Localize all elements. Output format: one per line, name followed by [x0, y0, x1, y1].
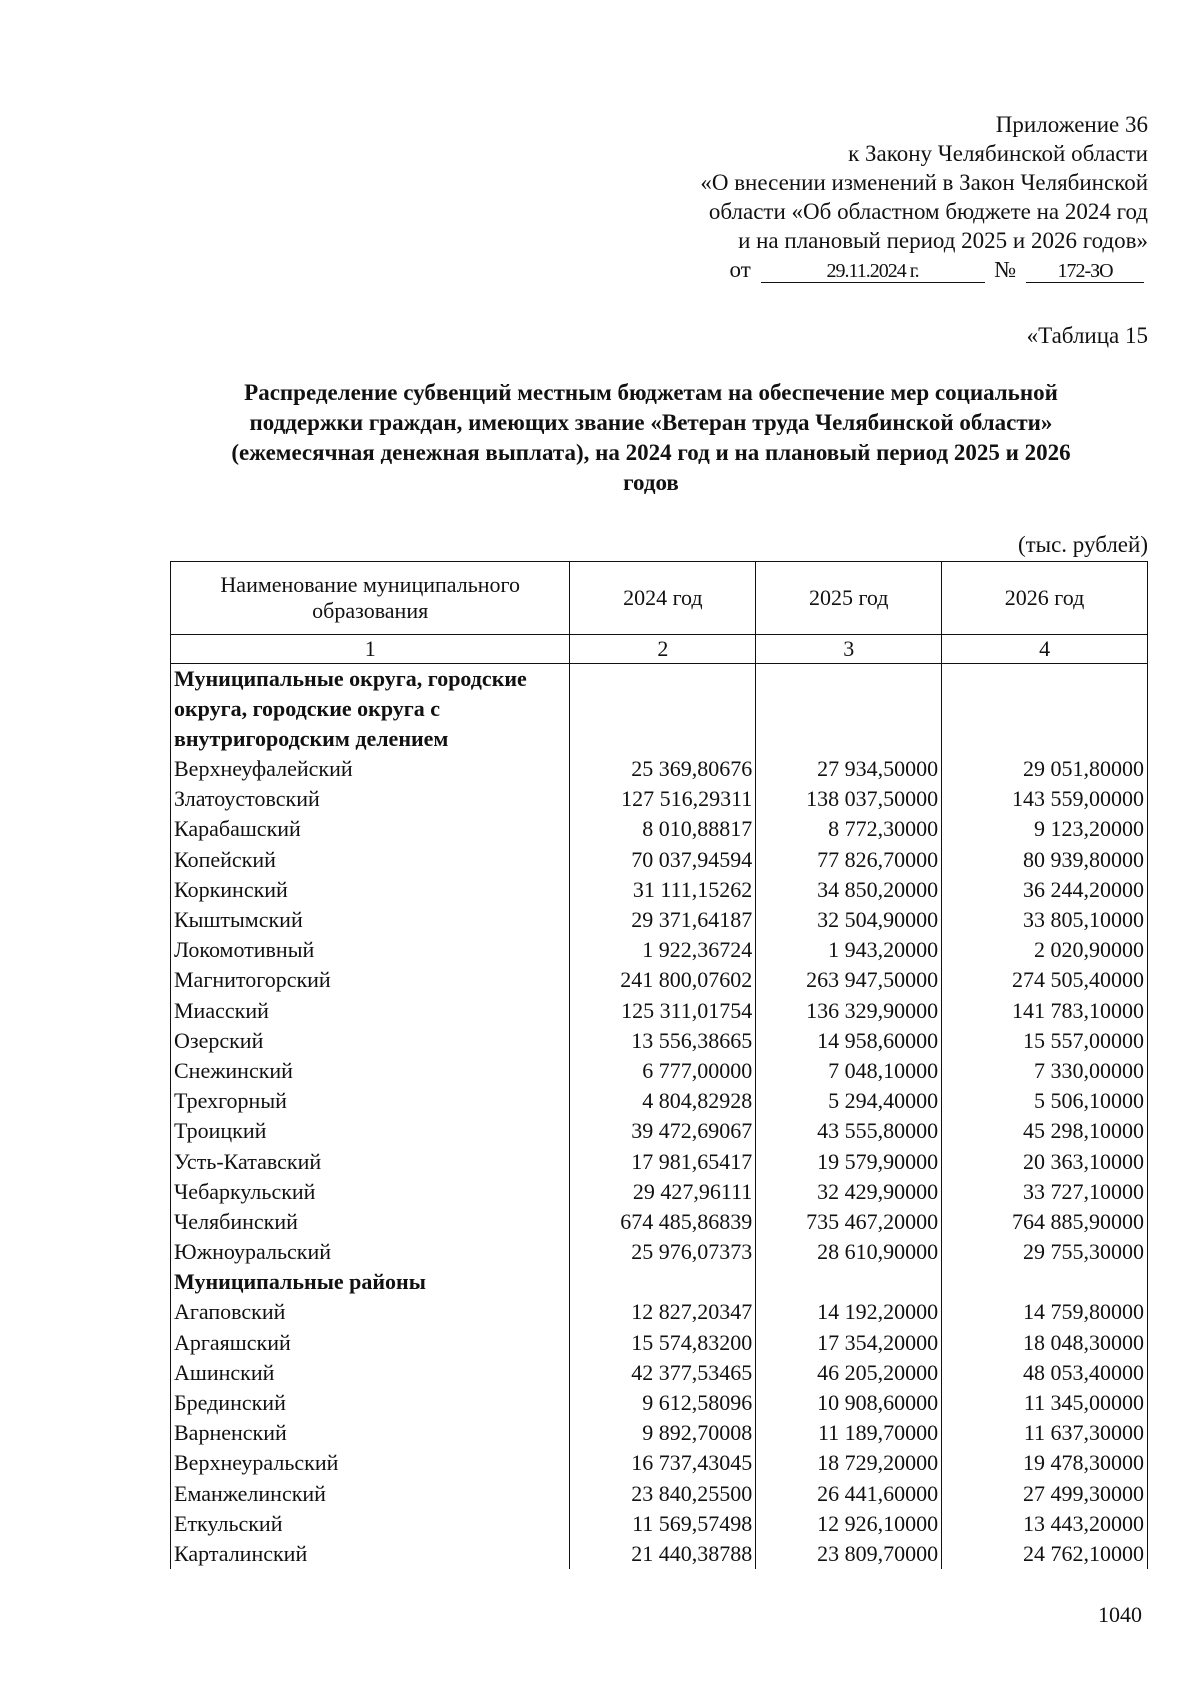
value-2026: 48 053,40000	[942, 1358, 1148, 1388]
table-row	[171, 1237, 1148, 1267]
value-2024: 23 840,25500	[570, 1479, 756, 1509]
document-title	[170, 378, 1132, 498]
value-2025: 1 943,20000	[756, 935, 942, 965]
value-2026: 141 783,10000	[942, 996, 1148, 1026]
section-empty-cell	[942, 664, 1148, 755]
value-2026: 29 755,30000	[942, 1237, 1148, 1267]
date-prefix: от	[729, 257, 751, 282]
municipality-name: Варненский	[171, 1418, 570, 1448]
table-row	[171, 1418, 1148, 1448]
municipality-name: Кыштымский	[171, 905, 570, 935]
value-2025: 10 908,60000	[756, 1388, 942, 1418]
section-row	[171, 664, 1148, 755]
value-2025: 32 429,90000	[756, 1177, 942, 1207]
number-prefix: №	[994, 257, 1017, 282]
value-2025: 26 441,60000	[756, 1479, 942, 1509]
value-2024: 17 981,65417	[570, 1146, 756, 1176]
value-2024: 42 377,53465	[570, 1358, 756, 1388]
municipality-name: Южноуральский	[171, 1237, 570, 1267]
municipality-name: Еманжелинский	[171, 1479, 570, 1509]
table-row	[171, 1026, 1148, 1056]
column-number-3: 3	[756, 635, 942, 664]
municipality-name: Ашинский	[171, 1358, 570, 1388]
section-row	[171, 1267, 1148, 1297]
municipality-name: Усть-Катавский	[171, 1146, 570, 1176]
value-2026: 18 048,30000	[942, 1328, 1148, 1358]
value-2026: 45 298,10000	[942, 1116, 1148, 1146]
value-2024: 9 892,70008	[570, 1418, 756, 1448]
value-2026: 274 505,40000	[942, 965, 1148, 995]
table-row	[171, 1056, 1148, 1086]
municipality-name: Карталинский	[171, 1539, 570, 1569]
value-2025: 46 205,20000	[756, 1358, 942, 1388]
table-row	[171, 1509, 1148, 1539]
municipality-name: Еткульский	[171, 1509, 570, 1539]
value-2025: 5 294,40000	[756, 1086, 942, 1116]
municipality-name: Агаповский	[171, 1297, 570, 1327]
value-2026: 36 244,20000	[942, 875, 1148, 905]
unit-label: (тыс. рублей)	[1017, 532, 1148, 557]
value-2025: 735 467,20000	[756, 1207, 942, 1237]
value-2025: 23 809,70000	[756, 1539, 942, 1569]
value-2025: 7 048,10000	[756, 1056, 942, 1086]
table-row	[171, 1448, 1148, 1478]
value-2026: 7 330,00000	[942, 1056, 1148, 1086]
table-row	[171, 1479, 1148, 1509]
law-date: 29.11.2024 г.	[761, 260, 985, 283]
table-label: «Таблица 15	[1026, 323, 1148, 348]
table-row	[171, 905, 1148, 935]
header-line-2: к Закону Челябинской области	[848, 141, 1148, 166]
value-2024: 25 369,80676	[570, 754, 756, 784]
municipality-name: Трехгорный	[171, 1086, 570, 1116]
title-line-1: Распределение субвенций местным бюджетам на обеспечение мер социальной	[244, 380, 1058, 405]
value-2025: 138 037,50000	[756, 784, 942, 814]
section-title: Муниципальные районы	[171, 1267, 570, 1297]
column-number-1: 1	[171, 635, 570, 664]
law-number: 172-ЗО	[1026, 260, 1144, 283]
table-row	[171, 1086, 1148, 1116]
column-header-name: Наименование муниципального образования	[171, 562, 570, 635]
value-2025: 77 826,70000	[756, 845, 942, 875]
value-2025: 11 189,70000	[756, 1418, 942, 1448]
table-body	[171, 664, 1148, 1570]
municipality-name: Брединский	[171, 1388, 570, 1418]
value-2026: 11 637,30000	[942, 1418, 1148, 1448]
section-empty-cell	[570, 664, 756, 755]
table-row	[171, 1207, 1148, 1237]
municipality-name: Озерский	[171, 1026, 570, 1056]
municipality-name: Златоустовский	[171, 784, 570, 814]
title-line-3: (ежемесячная денежная выплата), на 2024 год и на плановый период 2025 и 2026	[231, 440, 1071, 465]
table-row	[171, 1116, 1148, 1146]
municipality-name: Снежинский	[171, 1056, 570, 1086]
document-header	[700, 110, 1148, 284]
value-2025: 32 504,90000	[756, 905, 942, 935]
value-2024: 13 556,38665	[570, 1026, 756, 1056]
municipality-name: Карабашский	[171, 814, 570, 844]
column-number-2: 2	[570, 635, 756, 664]
table-row	[171, 1146, 1148, 1176]
value-2026: 9 123,20000	[942, 814, 1148, 844]
value-2024: 11 569,57498	[570, 1509, 756, 1539]
municipality-name: Челябинский	[171, 1207, 570, 1237]
value-2026: 27 499,30000	[942, 1479, 1148, 1509]
table-row	[171, 996, 1148, 1026]
value-2024: 15 574,83200	[570, 1328, 756, 1358]
municipality-name: Чебаркульский	[171, 1177, 570, 1207]
value-2024: 125 311,01754	[570, 996, 756, 1026]
value-2026: 14 759,80000	[942, 1297, 1148, 1327]
section-title: Муниципальные округа, городские округа, городские округа с внутригородским делением	[171, 664, 570, 755]
law-date-line	[700, 255, 1148, 284]
value-2024: 29 427,96111	[570, 1177, 756, 1207]
table-row	[171, 754, 1148, 784]
value-2024: 1 922,36724	[570, 935, 756, 965]
table-row	[171, 1539, 1148, 1569]
municipality-name: Аргаяшский	[171, 1328, 570, 1358]
value-2024: 6 777,00000	[570, 1056, 756, 1086]
value-2026: 33 805,10000	[942, 905, 1148, 935]
value-2024: 674 485,86839	[570, 1207, 756, 1237]
column-header-2025: 2025 год	[756, 562, 942, 635]
value-2025: 14 192,20000	[756, 1297, 942, 1327]
value-2026: 33 727,10000	[942, 1177, 1148, 1207]
table-row	[171, 935, 1148, 965]
table-row	[171, 1328, 1148, 1358]
municipality-name: Копейский	[171, 845, 570, 875]
title-line-4: годов	[623, 470, 679, 495]
table-row	[171, 875, 1148, 905]
value-2025: 28 610,90000	[756, 1237, 942, 1267]
section-empty-cell	[756, 664, 942, 755]
header-line-4: области «Об областном бюджете на 2024 год	[708, 199, 1148, 224]
municipality-name: Магнитогорский	[171, 965, 570, 995]
value-2024: 29 371,64187	[570, 905, 756, 935]
value-2025: 34 850,20000	[756, 875, 942, 905]
section-empty-cell	[570, 1267, 756, 1297]
value-2025: 19 579,90000	[756, 1146, 942, 1176]
value-2026: 2 020,90000	[942, 935, 1148, 965]
value-2025: 18 729,20000	[756, 1448, 942, 1478]
value-2026: 5 506,10000	[942, 1086, 1148, 1116]
value-2026: 15 557,00000	[942, 1026, 1148, 1056]
value-2024: 127 516,29311	[570, 784, 756, 814]
value-2024: 9 612,58096	[570, 1388, 756, 1418]
table-row	[171, 1177, 1148, 1207]
value-2026: 143 559,00000	[942, 784, 1148, 814]
municipality-name: Коркинский	[171, 875, 570, 905]
value-2026: 80 939,80000	[942, 845, 1148, 875]
section-empty-cell	[756, 1267, 942, 1297]
municipality-name: Верхнеуральский	[171, 1448, 570, 1478]
table-row	[171, 784, 1148, 814]
municipality-name: Миасский	[171, 996, 570, 1026]
table-row	[171, 965, 1148, 995]
value-2024: 12 827,20347	[570, 1297, 756, 1327]
column-number-4: 4	[942, 635, 1148, 664]
value-2026: 11 345,00000	[942, 1388, 1148, 1418]
value-2026: 764 885,90000	[942, 1207, 1148, 1237]
value-2026: 19 478,30000	[942, 1448, 1148, 1478]
value-2026: 24 762,10000	[942, 1539, 1148, 1569]
value-2025: 43 555,80000	[756, 1116, 942, 1146]
value-2026: 13 443,20000	[942, 1509, 1148, 1539]
value-2024: 21 440,38788	[570, 1539, 756, 1569]
header-line-1: Приложение 36	[995, 112, 1148, 137]
municipality-name: Троицкий	[171, 1116, 570, 1146]
value-2025: 17 354,20000	[756, 1328, 942, 1358]
table-row	[171, 1297, 1148, 1327]
value-2024: 16 737,43045	[570, 1448, 756, 1478]
value-2024: 4 804,82928	[570, 1086, 756, 1116]
page-number: 1040	[1098, 1602, 1142, 1627]
header-line-5: и на плановый период 2025 и 2026 годов»	[738, 228, 1148, 253]
section-empty-cell	[942, 1267, 1148, 1297]
column-header-2024: 2024 год	[570, 562, 756, 635]
value-2025: 136 329,90000	[756, 996, 942, 1026]
table-row	[171, 845, 1148, 875]
value-2025: 8 772,30000	[756, 814, 942, 844]
column-header-2026: 2026 год	[942, 562, 1148, 635]
value-2024: 8 010,88817	[570, 814, 756, 844]
value-2025: 14 958,60000	[756, 1026, 942, 1056]
table-row	[171, 814, 1148, 844]
value-2025: 263 947,50000	[756, 965, 942, 995]
municipality-name: Локомотивный	[171, 935, 570, 965]
value-2025: 12 926,10000	[756, 1509, 942, 1539]
table-row	[171, 1388, 1148, 1418]
table-row	[171, 1358, 1148, 1388]
municipality-name: Верхнеуфалейский	[171, 754, 570, 784]
value-2024: 241 800,07602	[570, 965, 756, 995]
title-line-2: поддержки граждан, имеющих звание «Ветеран труда Челябинской области»	[249, 410, 1053, 435]
value-2024: 25 976,07373	[570, 1237, 756, 1267]
value-2024: 39 472,69067	[570, 1116, 756, 1146]
value-2026: 29 051,80000	[942, 754, 1148, 784]
header-line-3: «О внесении изменений в Закон Челябинской	[700, 170, 1148, 195]
value-2024: 31 111,15262	[570, 875, 756, 905]
value-2025: 27 934,50000	[756, 754, 942, 784]
value-2024: 70 037,94594	[570, 845, 756, 875]
value-2026: 20 363,10000	[942, 1146, 1148, 1176]
subventions-table	[170, 561, 1148, 1569]
